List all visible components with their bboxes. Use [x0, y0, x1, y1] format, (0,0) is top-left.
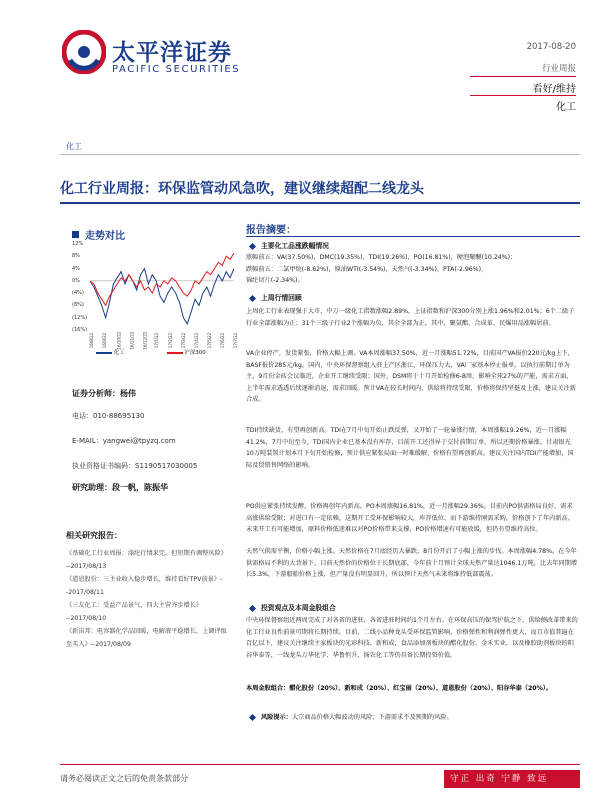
x-tick-label: 16/9/22 [102, 332, 108, 349]
y-tick-label: (8%) [72, 302, 84, 309]
tdi-paragraph: TDI持续缺货，有望再创新高。TDI在7月中旬开始止跌反弹，又开始了一轮暴涨行情，本周涨幅19.26%，近一月涨幅41.2%，7月中旬至今，TDI国内企业已基本没有库存，目前开工还得异于交付前期订单，所以还期价格暴涨。甘肃银光10万吨装置计划本月下旬开始检修，预计供应紧张局面一时难缓解，价格有望再创新高。建议关注国内TDI产能增加，国际及贸销售网络的影响。 [246, 427, 574, 469]
y-tick-label: (16%) [72, 327, 88, 333]
risk-warning [250, 712, 580, 724]
y-tick-label: 12% [72, 241, 84, 247]
y-tick-label: (4%) [72, 290, 84, 297]
header-divider-2 [470, 95, 576, 96]
summary-divider [246, 236, 580, 237]
related-report-item[interactable]: 《新宙邦：电容器化学品回暖，电解液平稳增长，上调评级至买入》--2017/08/09 [66, 628, 227, 648]
legend-label-chemical: 化工 [113, 350, 125, 356]
logo-text-en: PACIFIC SECURITIES [112, 64, 241, 75]
diamond-bullet-icon [249, 713, 256, 720]
series-line-0 [90, 269, 234, 324]
section-square-icon [72, 231, 79, 238]
analyst-email[interactable]: E-MAIL：yangwei@tpyzq.com [72, 437, 176, 445]
price-change-lines [246, 252, 578, 287]
y-tick-label: (12%) [72, 314, 88, 321]
gold-stock-label: 本周金股组合： [246, 685, 290, 692]
x-tick-label: 17/5/22 [207, 332, 213, 349]
footer-disclaimer: 请务必阅读正文之后的免责条款部分 [60, 774, 188, 783]
gold-stock-items: 醋化股份（20%）、新和成（20%）、红宝丽（20%）、道恩股份（20%）、阳谷华泰（20%）。 [289, 685, 553, 692]
x-tick-label: 17/1/22 [154, 332, 160, 349]
related-reports-list [66, 547, 232, 651]
logo-text: 太平洋证券 [112, 40, 232, 66]
top-gainers: 涨幅前五：VA(37.50%)，DMC(19.35%)，TDI(19.26%)，PO(16.81%)，硬泡聚醚(10.24%)； [246, 254, 517, 261]
footer-motto: 守正 出奇 宁静 致远 [450, 774, 549, 784]
x-tick-label: 16/11/22 [129, 331, 135, 350]
series-line-1 [90, 253, 234, 305]
diamond-bullet-icon [249, 294, 256, 301]
section-investment-view: 投资观点及本周金股组合 [250, 602, 336, 612]
summary-heading: 报告摘要： [246, 225, 296, 236]
market-review-paragraph: 上周化工行业表现强于大市，中万一级化工指数涨幅2.89%，上证指数和沪深300分别上涨1.96%和2.01%；6个二级子行业全部涨幅为正；31个三级子行业2个涨幅为负，其余全部为正，其中，聚氨酯、合成革、民爆用品涨幅居前。 [246, 308, 575, 327]
analyst-phone: 电话：010-88695130 [72, 412, 145, 420]
x-tick-label: 16/12/22 [142, 331, 148, 350]
x-tick-label: 17/2/22 [167, 332, 173, 349]
chart-legend [96, 348, 206, 356]
breadcrumb: 化工 [66, 142, 82, 151]
related-report-date: --2017/08/13 [66, 563, 107, 570]
x-tick-label: 17/4/22 [193, 332, 199, 349]
related-report-date: --2017/08/10 [66, 615, 107, 622]
x-tick-label: 17/7/22 [233, 332, 239, 349]
trend-chart [72, 241, 239, 360]
related-heading: 相关研究报告： [66, 531, 122, 540]
y-tick-label: 4% [72, 265, 80, 272]
po-paragraph: PO供应紧张持续发酵，价格再创年内新高。PO本周涨幅16.81%，近一月涨幅29.36%。目前内PO供需格局良好，需求高涨供给受限；对进口有一定依赖，这期开工受环保影响较大，库存低位，而下游维持刚需采购，价格创下了年内新高。未来开工有可能增加，原料价格低迷难以对PO价格带来支撑，PO价格增速有可能放缓，但仍有望维持高位。 [246, 503, 574, 534]
logo-mark-icon [62, 30, 106, 74]
related-report-item[interactable]: 《道恩股份：三主业收入稳步增长，维持看好TPV前景》--2017/08/11 [66, 576, 223, 596]
gold-stock-portfolio [246, 683, 578, 695]
diamond-bullet-icon [249, 604, 256, 611]
x-tick-label: 16/10/22 [116, 331, 122, 350]
y-tick-label: 0% [72, 277, 80, 284]
title-divider [60, 202, 580, 204]
report-type: 行业周报 [541, 64, 576, 74]
report-date: 2017-08-20 [526, 42, 576, 52]
breadcrumb-divider [60, 154, 580, 155]
section-market-review: 上周行情回顾 [250, 292, 302, 302]
analyst-license: 执业资格证书编码：S1190517030005 [72, 462, 198, 470]
industry-label: 化工 [556, 102, 576, 113]
page-title: 化工行业周报：环保监管动风急吹，建议继续超配二线龙头 [60, 181, 424, 197]
va-paragraph: VA企业停产，发货紧张，价格大幅上调。VA本周涨幅37.50%，近一月涨幅51.72%，目前国产VA报价220元/kg上下，BASF报价285元/kg。国内，中央环保督察组入驻上产区浙江，环保压力大，VA厂家基本停止报单，以执行前期订单为主，9月份金砖会议临近，企业开工继续受限；国外，DSM将于十月开始检修6-8周，影响全球27%的产能，需求方面，上半年需求透透后续逐渐消退，需求回暖。预计VA在较长时间内，供给将持续受限，价格将保持坚挺及上涨，建议关注新合成。 [246, 350, 576, 404]
x-tick-label: 17/6/22 [220, 332, 226, 349]
risk-label: 风险提示： [261, 714, 292, 721]
investment-view-paragraph: 中央环保督察组近两周完成了对各省的进驻，各省进驻时间约1个月左右。在环保高压的保驾护航之下，供给侧改革带来的化工行业良性前景可期将长期持续。目前，二线小品种龙头受环保监管影响，价格弹性和利润弹性更大，而且市值普遍在百亿以下，建议关注继续主家板块的光彩科技、新和成，食品添加剂板块的醋化股份、金禾实业，以及橡胶助剂板块的阳谷华泰等，一线龙头万华化学、华鲁恒升、扬农化工等仍具备长期投资价值。 [246, 617, 578, 659]
top-losers: 跌幅前五：二氯甲烷(-8.62%)，原油WTI(-3.54%)，天然气(-3.34%)，PTA(-2.96%)， [246, 265, 488, 273]
related-report-item[interactable]: 《三友化工：受益产品景气，四大主营齐步增长》 [66, 602, 203, 609]
header-divider [470, 76, 576, 77]
diamond-bullet-icon [249, 242, 256, 249]
legend-swatch-hs300 [167, 352, 183, 354]
x-tick-label: 17/3/22 [180, 332, 186, 349]
legend-swatch-chemical [96, 352, 112, 354]
analyst-name: 证券分析师：杨伟 [72, 389, 136, 398]
top-losers-cont: 锦纶切片(-2.34%)。 [246, 277, 304, 285]
related-report-item[interactable]: 《基础化工行业周报：涤纶行情来完，但短期有调整风险》 [66, 550, 227, 557]
rating: 看好/维持 [532, 84, 576, 95]
trend-chart-plot [90, 244, 234, 330]
trend-heading: 走势对比 [72, 224, 125, 243]
section-price-changes: 主要化工品涨跌幅情况 [250, 240, 329, 250]
risk-text: 大宗商品价格大幅波动的风险；下游需求不及预期的风险。 [291, 714, 453, 721]
footer-divider [60, 764, 580, 765]
natural-gas-paragraph: 天然气供需平衡，价格小幅上涨。天然价格在7月底经历大暴跌，8月份开启了小幅上涨的步伐。本周涨幅4.78%。在今年供需格局不利的大背景下，目前天然价的价格位于长期底部，今年前十月预计全球天然产量达1046.1万吨，比去年同期增长5.3%，下游船舶价格上涨，但产量没有明显回升，所以预计天然气未来将维持低部震荡。 [246, 548, 578, 579]
legend-label-hs300: 沪深300 [184, 350, 206, 356]
x-tick-label: 16/8/22 [89, 332, 95, 349]
research-assistant: 研究助理：段一帆，陈振华 [72, 483, 168, 492]
y-tick-label: 8% [72, 253, 80, 260]
